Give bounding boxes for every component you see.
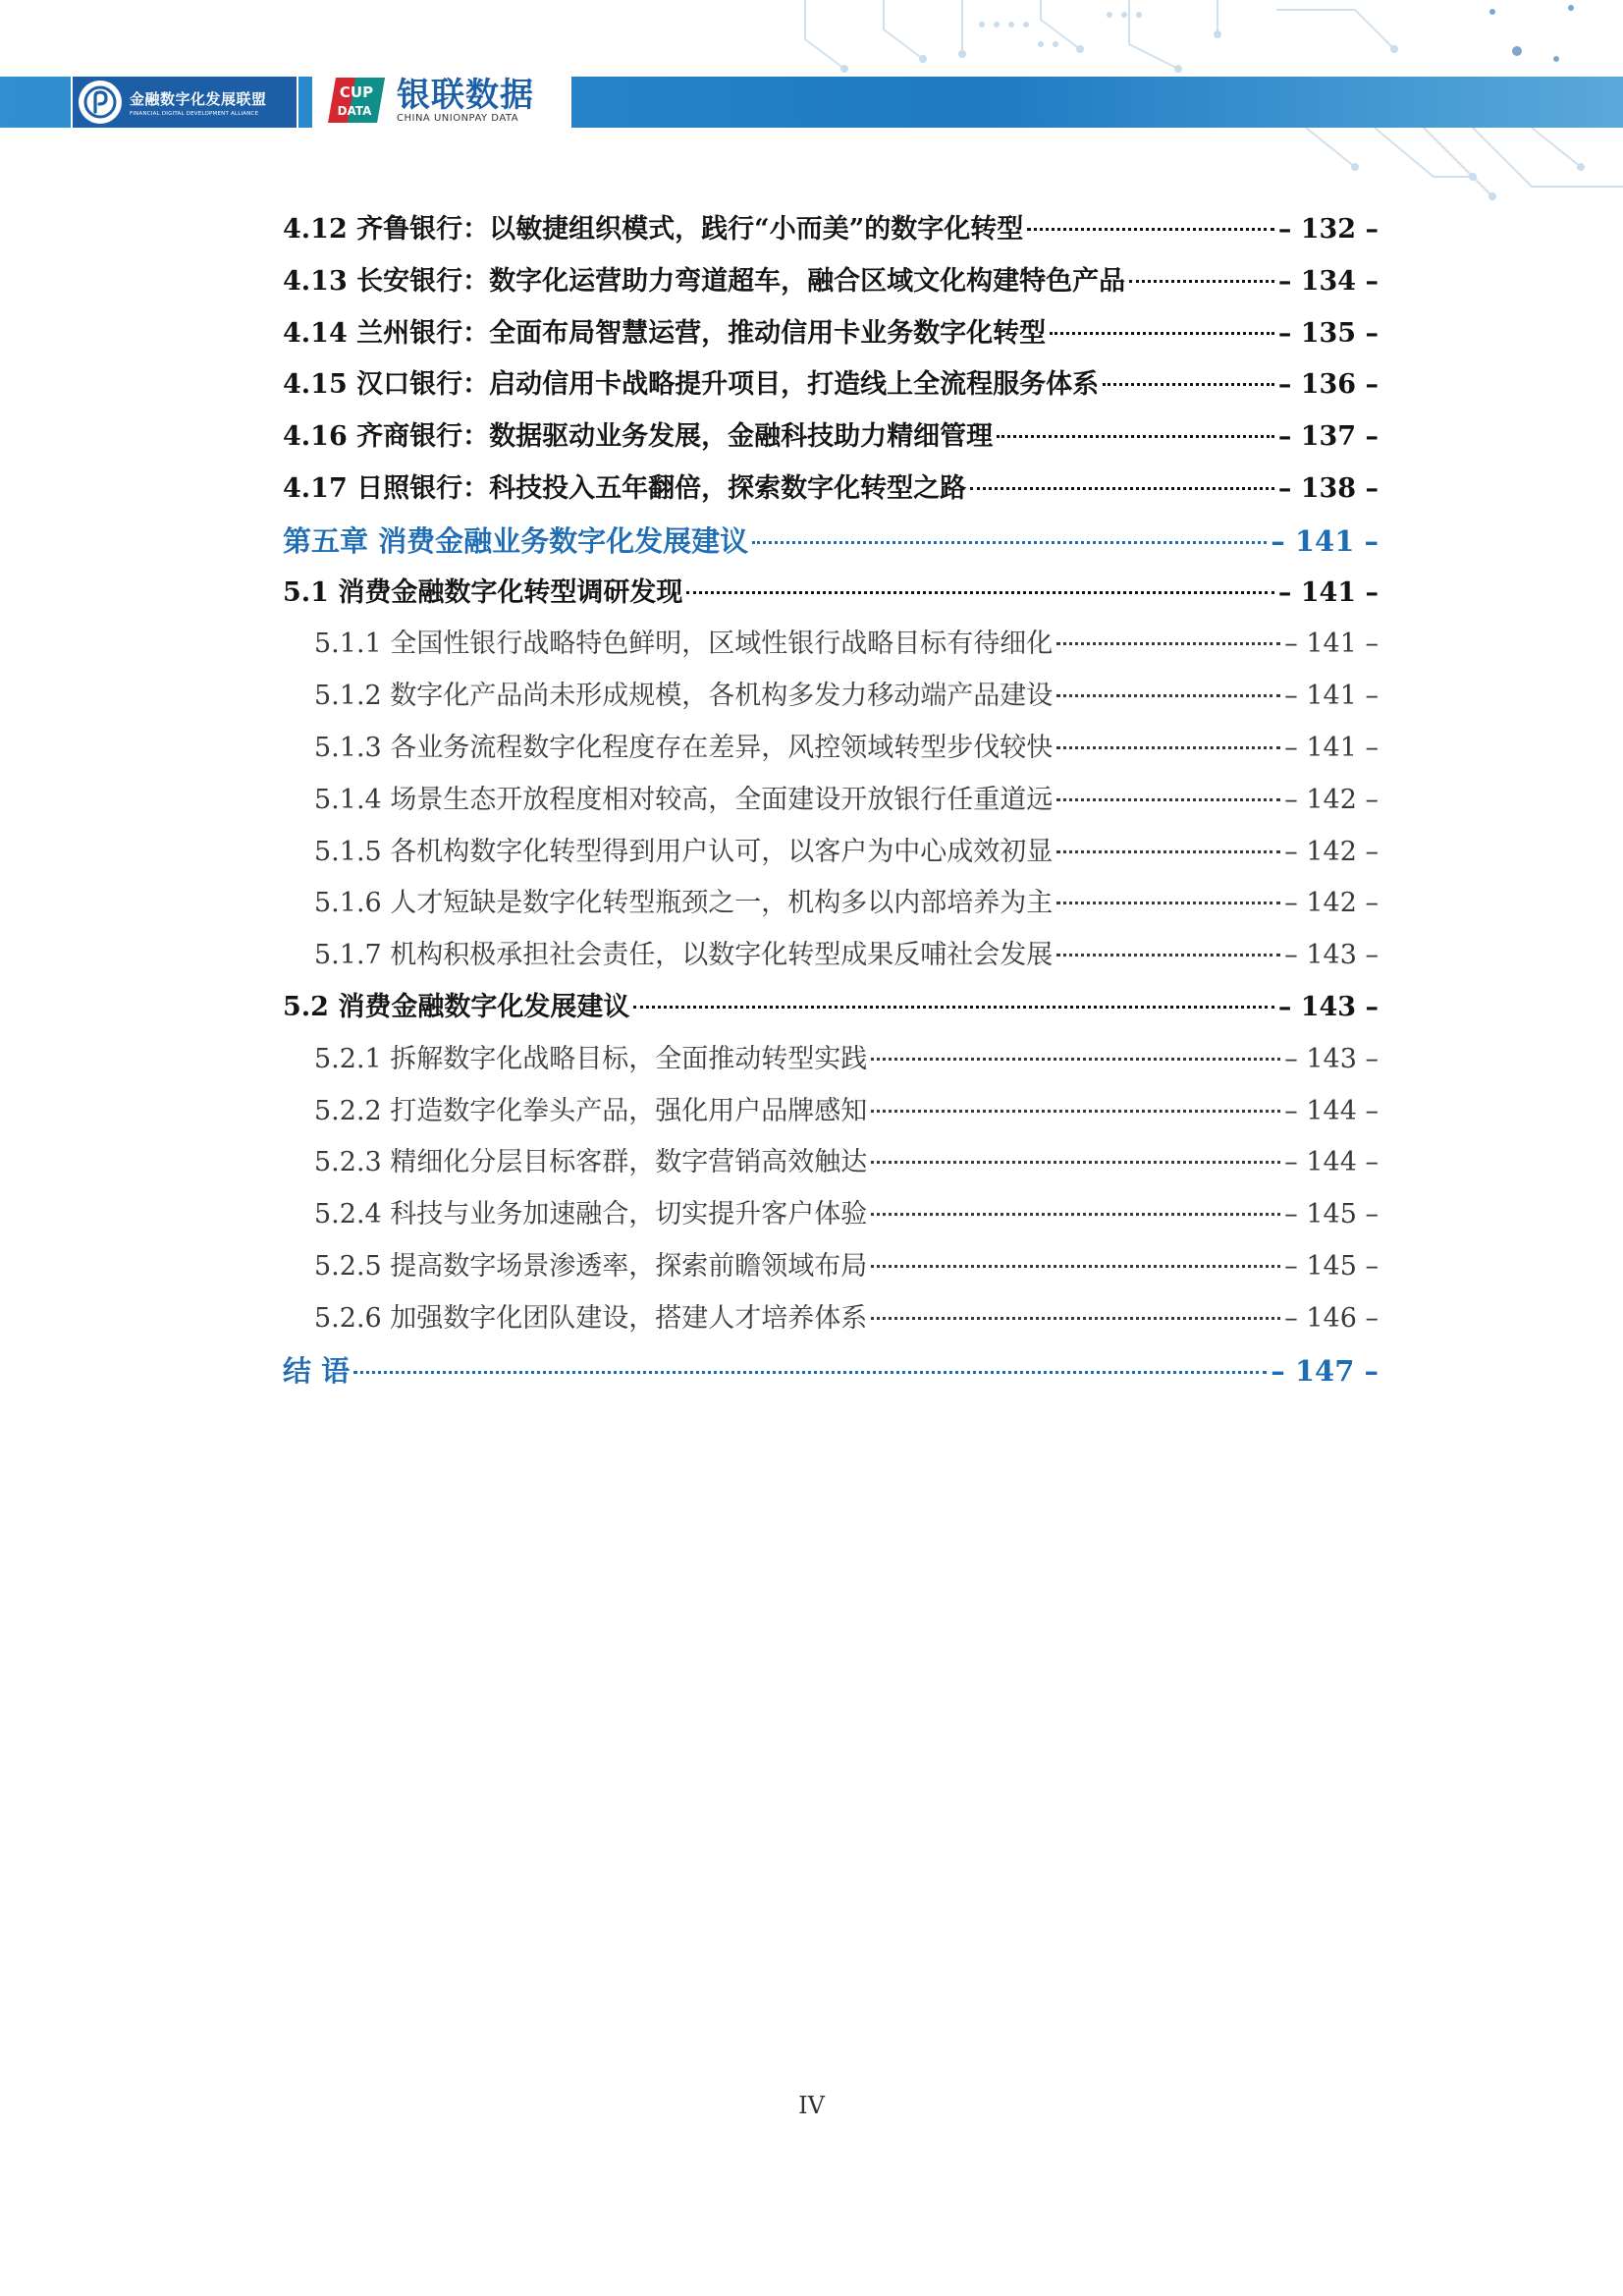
toc-entry-title: 5.1.2 数字化产品尚未形成规模，各机构多发力移动端产品建设 — [314, 681, 1054, 712]
toc-entry-page: – 147 – — [1271, 1353, 1379, 1388]
alliance-logo — [71, 75, 298, 130]
dot-leader — [1027, 228, 1274, 231]
toc-entry-title: 4.13 长安银行：数字化运营助力弯道超车，融合区域文化构建特色产品 — [283, 265, 1126, 297]
toc-entry-5-1-3[interactable] — [283, 723, 1379, 775]
cup-badge-bottom-text: DATA — [337, 104, 372, 118]
toc-entry-page: – 134 – — [1277, 265, 1379, 297]
toc-entry-page: – 141 – — [1277, 576, 1379, 608]
toc-entry-title: 4.14 兰州银行：全面布局智慧运营，推动信用卡业务数字化转型 — [283, 317, 1047, 349]
toc-entry-page: – 142 – — [1284, 784, 1379, 815]
toc-entry-page: – 142 – — [1284, 836, 1379, 867]
dot-leader — [871, 1213, 1280, 1216]
toc-entry-page: – 145 – — [1284, 1199, 1379, 1230]
dot-leader — [871, 1265, 1280, 1268]
toc-entry-4-12[interactable] — [283, 204, 1379, 256]
dot-leader — [1129, 280, 1274, 283]
dot-leader — [353, 1371, 1267, 1374]
dot-leader — [1056, 902, 1280, 904]
dot-leader — [1056, 798, 1280, 801]
alliance-logo-en: FINANCIAL DIGITAL DEVELOPMENT ALLIANCE — [130, 110, 259, 117]
toc-entry-5-1-2[interactable] — [283, 671, 1379, 723]
dot-leader — [871, 1161, 1280, 1164]
toc-entry-4-17[interactable] — [283, 464, 1379, 516]
toc-chapter-conclusion[interactable] — [283, 1345, 1379, 1397]
dot-leader — [871, 1110, 1280, 1113]
toc-entry-title: 5.1.5 各机构数字化转型得到用户认可，以客户为中心成效初显 — [314, 836, 1054, 867]
toc-entry-title: 5.2.1 拆解数字化战略目标，全面推动转型实践 — [314, 1043, 868, 1074]
dot-leader — [871, 1058, 1280, 1061]
toc-entry-title: 5.1.3 各业务流程数字化程度存在差异，风控领域转型步伐较快 — [314, 732, 1054, 763]
dot-leader — [970, 487, 1274, 490]
page-header — [0, 0, 1623, 206]
toc-entry-page: – 142 – — [1284, 888, 1379, 919]
alliance-logo-icon — [79, 81, 122, 124]
toc-entry-title: 5.1.6 人才短缺是数字化转型瓶颈之一，机构多以内部培养为主 — [314, 888, 1054, 919]
toc-entry-5-2-5[interactable] — [283, 1241, 1379, 1293]
toc-chapter-5[interactable] — [283, 516, 1379, 568]
toc-entry-5-2-2[interactable] — [283, 1086, 1379, 1138]
toc-entry-title: 结 语 — [283, 1353, 351, 1388]
toc-entry-title: 5.2.2 打造数字化拳头产品，强化用户品牌感知 — [314, 1095, 868, 1126]
toc-entry-title: 5.2.6 加强数字化团队建设，搭建人才培养体系 — [314, 1302, 868, 1334]
toc-entry-title: 4.12 齐鲁银行：以敏捷组织模式，践行“小而美”的数字化转型 — [283, 214, 1024, 245]
toc-entry-title: 第五章 消费金融业务数字化发展建议 — [283, 523, 749, 558]
toc-entry-title: 4.16 齐商银行：数据驱动业务发展，金融科技助力精细管理 — [283, 421, 994, 453]
toc-entry-page: – 141 – — [1284, 732, 1379, 763]
toc-entry-page: – 138 – — [1277, 472, 1379, 504]
dot-leader — [1050, 332, 1274, 335]
dot-leader — [871, 1317, 1280, 1320]
toc-entry-5-1-6[interactable] — [283, 878, 1379, 930]
toc-entry-title: 5.2 消费金融数字化发展建议 — [283, 991, 630, 1022]
toc-entry-title: 5.1.7 机构积极承担社会责任，以数字化转型成果反哺社会发展 — [314, 940, 1054, 971]
cup-badge-top-text: CUP — [339, 83, 374, 101]
alliance-logo-cn: 金融数字化发展联盟 — [130, 89, 267, 108]
dot-leader — [1103, 383, 1274, 386]
toc-entry-5-2[interactable] — [283, 982, 1379, 1034]
toc-entry-5-1[interactable] — [283, 568, 1379, 620]
toc-entry-title: 4.17 日照银行：科技投入五年翻倍，探索数字化转型之路 — [283, 472, 967, 504]
toc-entry-4-15[interactable] — [283, 359, 1379, 411]
toc-entry-page: – 144 – — [1284, 1095, 1379, 1126]
unionpay-data-logo — [312, 69, 571, 132]
toc-entry-title: 5.1.1 全国性银行战略特色鲜明，区域性银行战略目标有待细化 — [314, 629, 1054, 660]
toc-entry-5-2-4[interactable] — [283, 1189, 1379, 1241]
page-number: IV — [798, 2092, 825, 2119]
dot-leader — [1056, 746, 1280, 749]
toc-entry-page: – 141 – — [1271, 523, 1379, 558]
dot-leader — [686, 591, 1273, 594]
toc-entry-page: – 136 – — [1277, 369, 1379, 401]
unionpay-data-logo-cn: 银联数据 — [397, 75, 534, 115]
toc-entry-title: 5.2.3 精细化分层目标客群，数字营销高效触达 — [314, 1147, 868, 1178]
toc-entry-5-1-5[interactable] — [283, 827, 1379, 879]
toc-entry-4-13[interactable] — [283, 256, 1379, 308]
toc-entry-page: – 146 – — [1284, 1302, 1379, 1334]
toc-entry-5-2-6[interactable] — [283, 1293, 1379, 1345]
toc-entry-5-1-7[interactable] — [283, 930, 1379, 982]
toc-entry-page: – 141 – — [1284, 629, 1379, 660]
dot-leader — [1056, 694, 1280, 697]
toc-entry-title: 5.2.5 提高数字场景渗透率，探索前瞻领域布局 — [314, 1250, 868, 1282]
dot-leader — [997, 435, 1274, 438]
dot-leader — [633, 1006, 1273, 1009]
toc-entry-page: – 141 – — [1284, 681, 1379, 712]
toc-entry-page: – 144 – — [1284, 1147, 1379, 1178]
toc-entry-4-16[interactable] — [283, 411, 1379, 464]
toc-entry-page: – 135 – — [1277, 317, 1379, 349]
toc-entry-page: – 143 – — [1284, 940, 1379, 971]
unionpay-data-logo-en: CHINA UNIONPAY DATA — [397, 112, 519, 124]
toc-entry-title: 5.2.4 科技与业务加速融合，切实提升客户体验 — [314, 1199, 868, 1230]
toc-entry-page: – 137 – — [1277, 421, 1379, 453]
toc-entry-title: 4.15 汉口银行：启动信用卡战略提升项目，打造线上全流程服务体系 — [283, 369, 1100, 401]
dot-leader — [1056, 954, 1280, 957]
dot-leader — [1056, 642, 1280, 645]
table-of-contents — [283, 204, 1379, 1396]
toc-entry-page: – 132 – — [1277, 214, 1379, 245]
toc-entry-5-2-3[interactable] — [283, 1137, 1379, 1189]
toc-entry-page: – 143 – — [1284, 1043, 1379, 1074]
toc-entry-4-14[interactable] — [283, 308, 1379, 360]
toc-entry-title: 5.1.4 场景生态开放程度相对较高，全面建设开放银行任重道远 — [314, 784, 1054, 815]
toc-entry-title: 5.1 消费金融数字化转型调研发现 — [283, 576, 683, 608]
toc-entry-page: – 145 – — [1284, 1250, 1379, 1282]
toc-entry-5-2-1[interactable] — [283, 1034, 1379, 1086]
dot-leader — [1056, 850, 1280, 853]
toc-entry-5-1-4[interactable] — [283, 775, 1379, 827]
cup-data-badge-icon — [326, 76, 387, 125]
dot-leader — [752, 541, 1267, 544]
toc-entry-5-1-1[interactable] — [283, 619, 1379, 671]
toc-entry-page: – 143 – — [1277, 991, 1379, 1022]
